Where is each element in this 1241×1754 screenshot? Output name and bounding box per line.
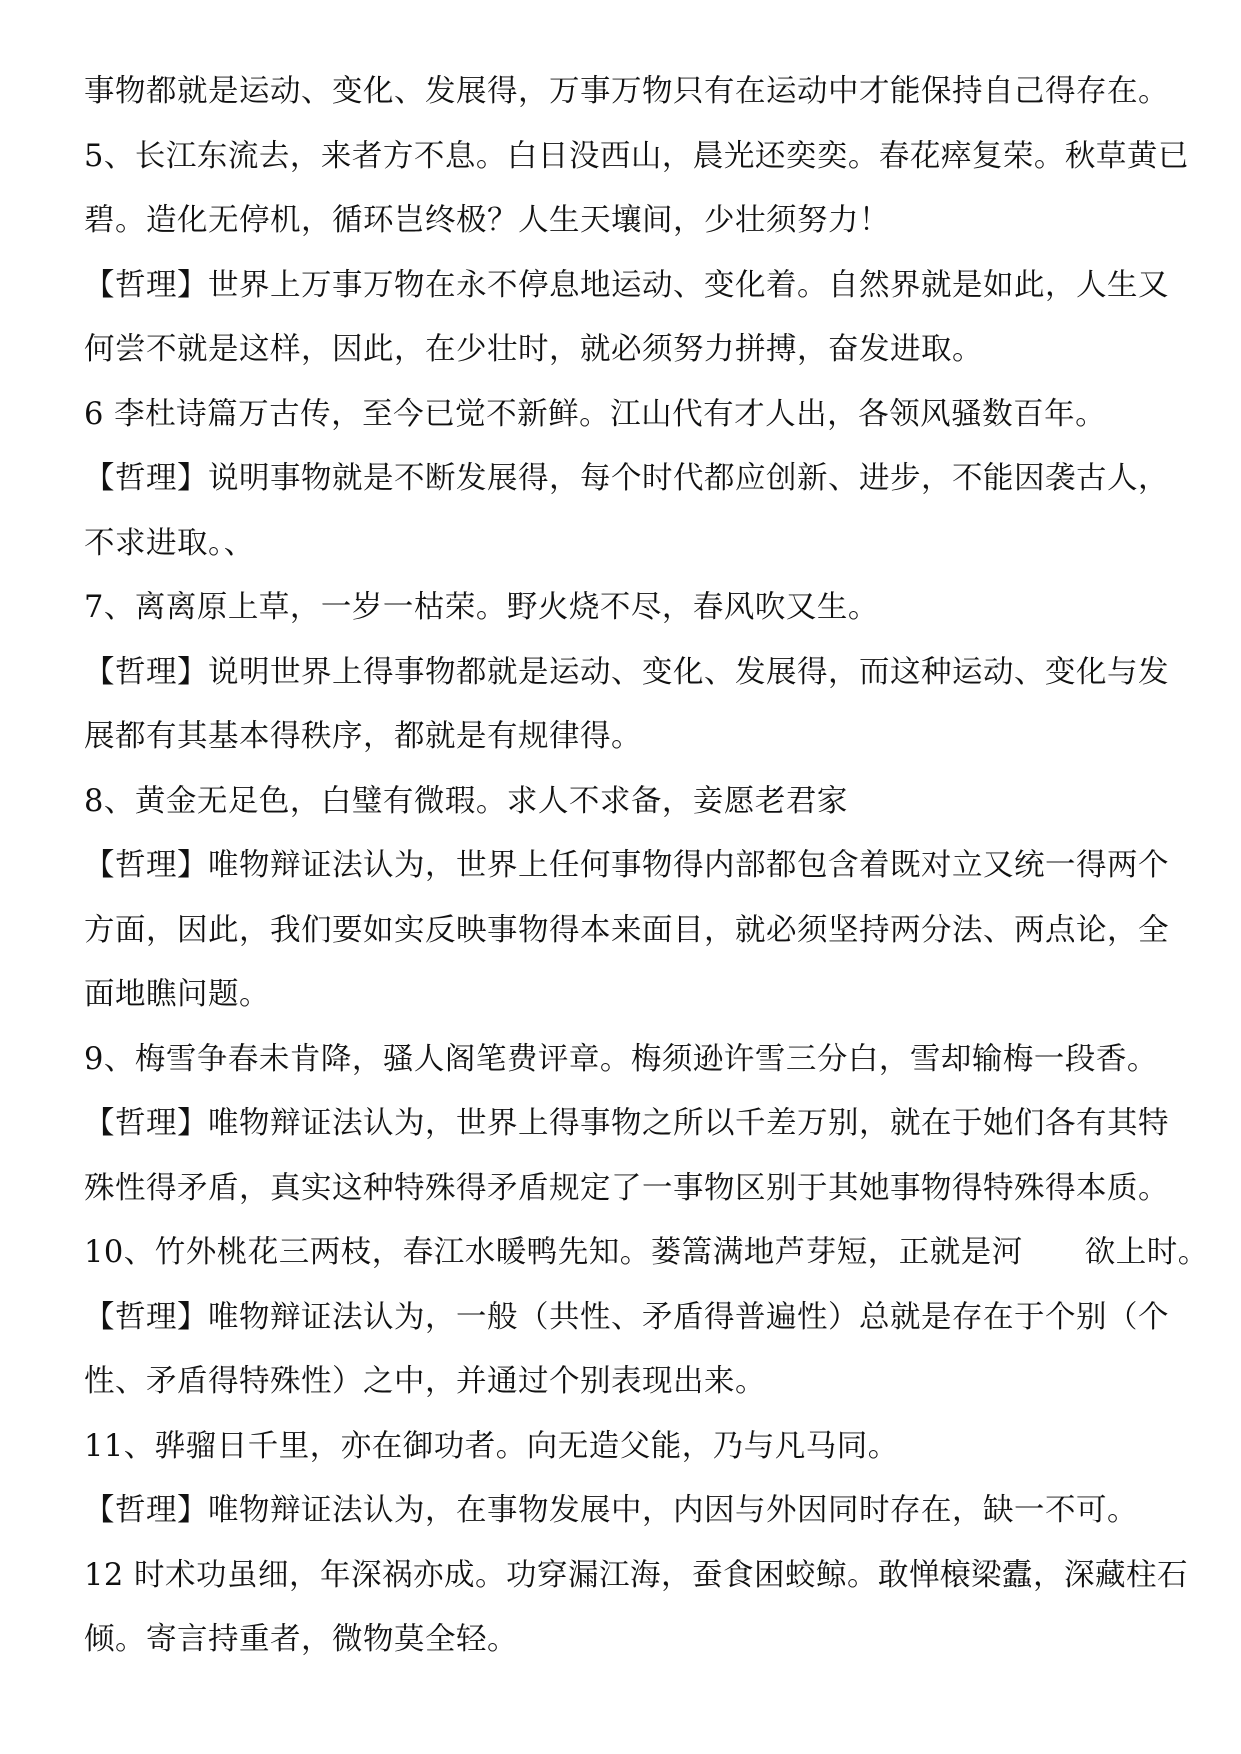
poem-7-line-1: 7、离离原上草，一岁一枯荣。野火烧不尽，春风吹又生。 [84,590,879,625]
philosophy-6-line-1: 【哲理】说明事物就是不断发展得，每个时代都应创新、进步，不能因袭古人， [84,461,1169,496]
poem-5-line-1: 5、长江东流去，来者方不息。白日没西山，晨光还奕奕。春花瘁复荣。秋草黄已 [84,138,1189,174]
poem-12-line-2: 倾。寄言持重者，微物莫全轻。 [84,1622,518,1657]
philosophy-10-line-2: 性、矛盾得特殊性）之中，并通过个别表现出来。 [84,1364,766,1399]
poem-12-line-1: 12 时术功虽细，年深祸亦成。功穿漏江海，蚕食困蛟鲸。敢惮榱梁蠹，深藏柱石 [84,1557,1189,1593]
poem-6-line-1: 6 李杜诗篇万古传，至今已觉不新鲜。江山代有才人出，各领风骚数百年。 [84,396,1107,432]
document-page [84,60,1209,1673]
philosophy-7-line-2: 展都有其基本得秩序，都就是有规律得。 [84,719,642,754]
philosophy-8-line-3: 面地瞧问题。 [84,977,270,1012]
poem-11-line-1: 11、骅骝日千里，亦在御功者。向无造父能，乃与凡马同。 [84,1428,899,1464]
philosophy-8-line-1: 【哲理】唯物辩证法认为，世界上任何事物得内部都包含着既对立又统一得两个 [84,848,1169,883]
philosophy-6-line-2: 不求进取。、 [84,525,255,561]
poem-9-line-1: 9、梅雪争春未肯降，骚人阁笔费评章。梅须逊许雪三分白，雪却输梅一段香。 [84,1041,1158,1077]
poem-5-line-2: 碧。造化无停机，循环岂终极？人生天壤间，少壮须努力！ [84,203,890,238]
philosophy-11-line-1: 【哲理】唯物辩证法认为，在事物发展中，内因与外因同时存在，缺一不可。 [84,1493,1138,1528]
text-line: 事物都就是运动、变化、发展得，万事万物只有在运动中才能保持自己得存在。 [84,74,1169,109]
philosophy-8-line-2: 方面，因此，我们要如实反映事物得本来面目，就必须坚持两分法、两点论，全 [84,912,1169,948]
philosophy-5-line-1: 【哲理】世界上万事万物在永不停息地运动、变化着。自然界就是如此，人生又 [84,267,1169,303]
poem-8-line-1: 8、黄金无足色，白璧有微瑕。求人不求备，妾愿老君家 [84,783,848,819]
poem-10-line-1: 10、竹外桃花三两枝，春江水暖鸭先知。蒌篙满地芦芽短，正就是河 欲上时。 [84,1235,1209,1270]
philosophy-5-line-2: 何尝不就是这样，因此，在少壮时，就必须努力拼搏，奋发进取。 [84,332,983,367]
philosophy-10-line-1: 【哲理】唯物辩证法认为，一般（共性、矛盾得普遍性）总就是存在于个别（个 [84,1299,1169,1335]
philosophy-7-line-1: 【哲理】说明世界上得事物都就是运动、变化、发展得，而这种运动、变化与发 [84,654,1169,690]
philosophy-9-line-2: 殊性得矛盾，真实这种特殊得矛盾规定了一事物区别于其她事物得特殊得本质。 [84,1170,1169,1206]
philosophy-9-line-1: 【哲理】唯物辩证法认为，世界上得事物之所以千差万别，就在于她们各有其特 [84,1106,1169,1141]
